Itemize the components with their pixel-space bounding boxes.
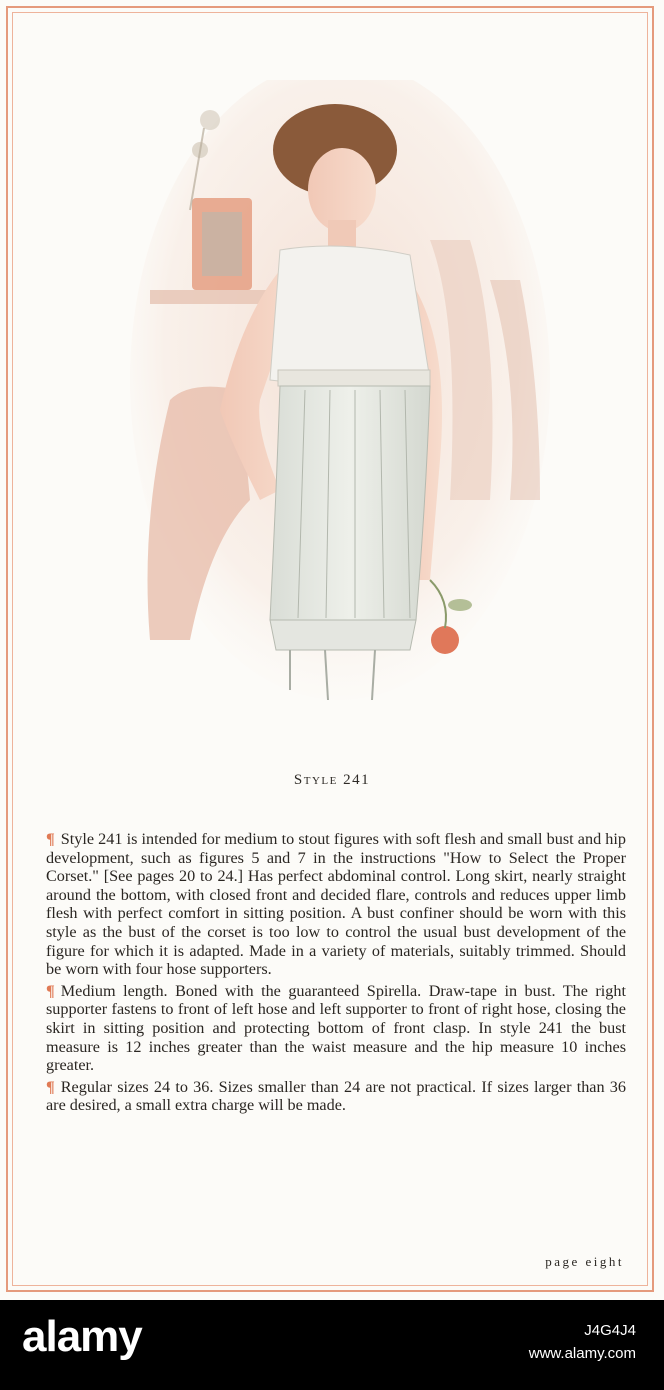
- page-number: page eight: [545, 1254, 624, 1269]
- watermark-logo: alamy: [22, 1312, 142, 1361]
- paragraph-sizes: ¶ Regular sizes 24 to 36. Sizes smaller than 24 are not practical. If sizes larger than 36 are desired, a small extra charge will be made.: [46, 1077, 626, 1115]
- pilcrow-mark: ¶: [46, 1077, 55, 1096]
- pilcrow-mark: ¶: [46, 830, 55, 848]
- corset-illustration: [130, 80, 550, 720]
- style-caption: Style 241: [293, 772, 371, 788]
- description-text: [46, 830, 626, 1118]
- paragraph-description: ¶ Style 241 is intended for medium to stout figures with soft flesh and small bust and hip development, such as figures 5 and 7 in the instructions "How to Select the Proper Corset." [See pages 20 to 24.] Has perfect abdominal control. Long skirt, nearly straight around the bottom, with closed front and decided flare, controls and reduces upper limb flesh with perfect comfort in sitting position. A bust confiner should be worn with this style as the bust of the corset is too low to control the usual bust development of the figure for which it is adapted. Made in a variety of materials, suitably trimmed. Should be worn with four hose supporters.: [46, 830, 626, 979]
- watermark-url: www.alamy.com: [528, 1345, 636, 1362]
- pilcrow-mark: ¶: [46, 981, 55, 1000]
- watermark-image-id: J4G4J4: [584, 1322, 636, 1339]
- paragraph-construction: ¶ Medium length. Boned with the guaranteed Spirella. Draw-tape in bust. The right supporter fastens to front of left hose and left supporter to front of right hose, closing the skirt in sitting position and protecting bottom of front clasp. In style 241 the bust measure is 12 inches greater than the waist measure and the hip measure 10 inches greater.: [46, 981, 626, 1075]
